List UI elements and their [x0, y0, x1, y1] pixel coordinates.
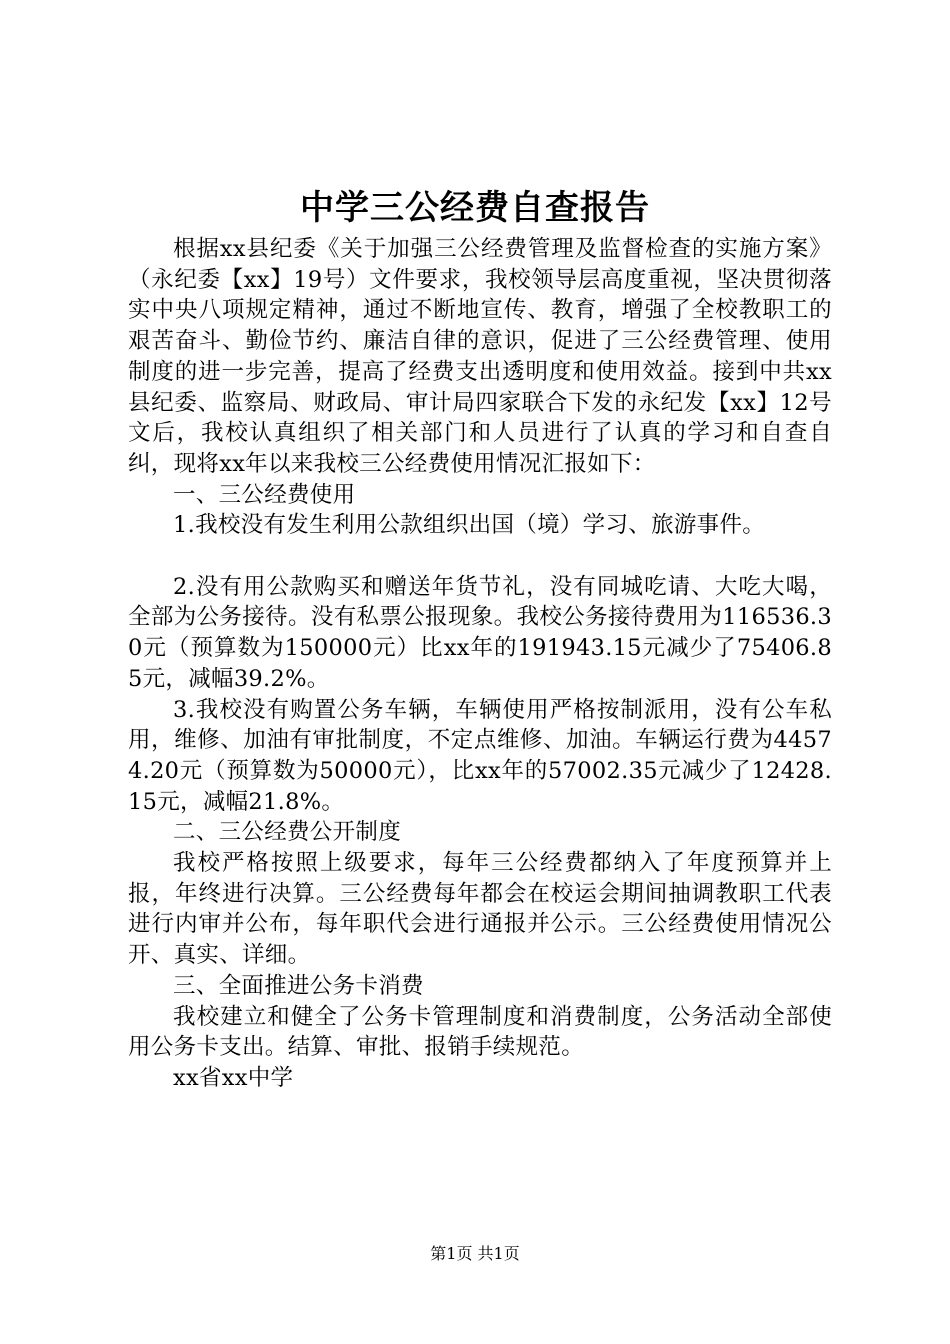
usage-item-1: 1.我校没有发生利用公款组织出国（境）学习、旅游事件。: [173, 512, 766, 539]
page-footer: [0, 1243, 950, 1265]
disclosure-paragraph: 我校严格按照上级要求，每年三公经费都纳入了年度预算并上报，年终进行决算。三公经费每年都会在校运会期间抽调教职工代表进行内审并公布，每年职代会进行通报并公示。三公经费使用情况公开、真实、详细。: [128, 850, 832, 969]
section-heading-official-card: 三、全面推进公务卡消费: [173, 972, 424, 999]
section-heading-disclosure: 二、三公经费公开制度: [173, 819, 402, 846]
intro-paragraph: 根据xx县纪委《关于加强三公经费管理及监督检查的实施方案》（永纪委【xx】19号）文件要求，我校领导层高度重视，坚决贯彻落实中央八项规定精神，通过不断地宣传、教育，增强了全校教职工的艰苦奋斗、勤俭节约、廉洁自律的意识，促进了三公经费管理、使用制度的进一步完善，提高了经费支出透明度和使用效益。接到中共xx县纪委、监察局、财政局、审计局四家联合下发的永纪发【xx】12号文后，我校认真组织了相关部门和人员进行了认真的学习和自查自纠，现将xx年以来我校三公经费使用情况汇报如下：: [128, 236, 832, 477]
signature: xx省xx中学: [173, 1064, 294, 1091]
blank-line: [128, 541, 832, 572]
official-card-paragraph: 我校建立和健全了公务卡管理制度和消费制度，公务活动全部使用公务卡支出。结算、审批、报销手续规范。: [128, 1003, 832, 1061]
usage-item-3: 3.我校没有购置公务车辆，车辆使用严格按制派用，没有公车私用，维修、加油有审批制度，不定点维修、加油。车辆运行费为44574.20元（预算数为50000元），比xx年的57002.35元减少了12428.15元，减幅21.8%。: [128, 696, 832, 815]
page-number-total: 共1页: [477, 1244, 520, 1263]
section-heading-usage: 一、三公经费使用: [173, 481, 356, 508]
document-title: 中学三公经费自查报告: [300, 188, 650, 228]
document-body: [128, 234, 832, 1094]
usage-item-2: 2.没有用公款购买和赠送年货节礼，没有同城吃请、大吃大喝，全部为公务接待。没有私票公报现象。我校公务接待费用为116536.30元（预算数为150000元）比xx年的191943.15元减少了75406.85元，减幅39.2%。: [128, 573, 832, 692]
page-number-current: 第1页: [430, 1244, 473, 1263]
